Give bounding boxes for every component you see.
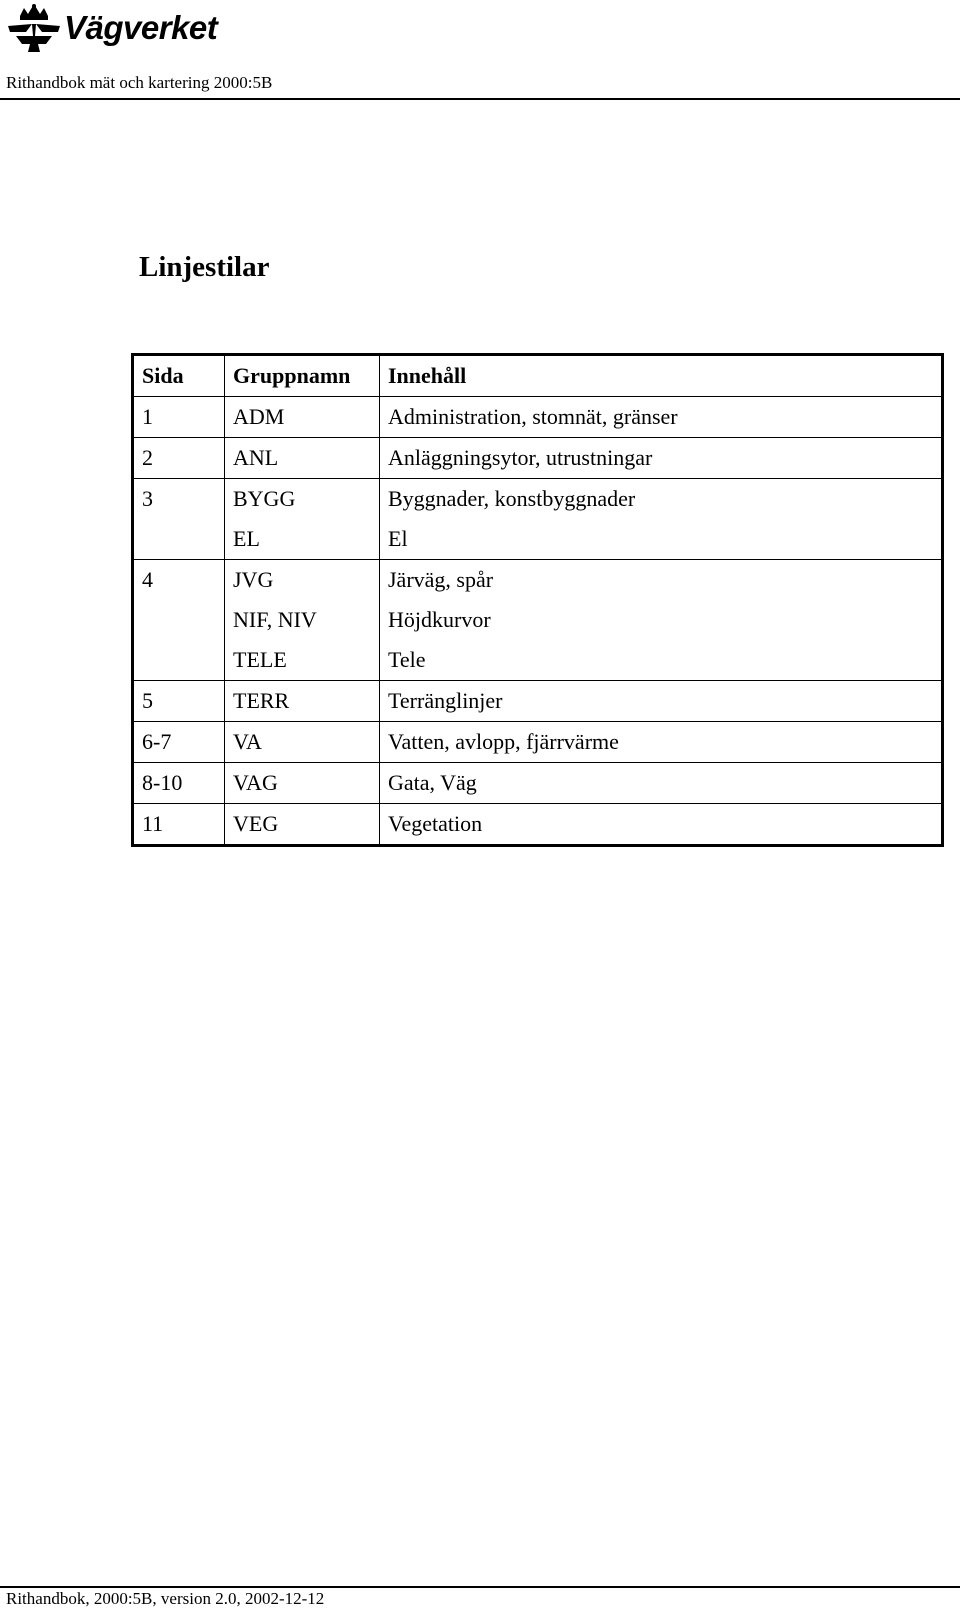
line-styles-table [131,353,944,847]
table-row [133,804,943,846]
cell-innehall: Vegetation [388,811,483,836]
cell-gruppnamn: TERR [225,681,380,722]
table-row [133,479,943,520]
cell-innehall: Höjdkurvor [388,607,491,632]
cell-gruppnamn: EL [225,519,380,560]
header-subtitle: Rithandbok mät och kartering 2000:5B [6,73,273,92]
table-row [133,397,943,438]
table-row [133,438,943,479]
cell-sida: 2 [133,438,225,479]
cell-gruppnamn: VAG [225,763,380,804]
cell-innehall: Gata, Väg [380,763,943,804]
footer-divider [0,1586,960,1588]
footer-text: Rithandbok, 2000:5B, version 2.0, 2002-12-12 [6,1589,325,1608]
line-styles-table-container [131,353,944,847]
table-row [133,560,943,601]
cell-gruppnamn: BYGG [225,479,380,520]
cell-sida: 11 [133,804,225,846]
vagverket-logo [6,2,236,56]
cell-innehall: Anläggningsytor, utrustningar [380,438,943,479]
column-header-sida: Sida [133,355,225,397]
table-header-row [133,355,943,397]
cell-gruppnamn: ADM [225,397,380,438]
cell-sida [133,519,225,560]
header-divider [0,98,960,100]
table-row [133,763,943,804]
cell-innehall: Järväg, spår [388,567,494,592]
logo-wordmark: Vägverket [64,9,218,46]
cell-innehall: Tele [380,640,943,681]
cell-innehall: Terränglinjer [380,681,943,722]
crown-road-emblem-icon [6,2,62,54]
table-row [133,722,943,763]
cell-sida: 8-10 [133,763,225,804]
cell-innehall: Byggnader, konstbyggnader [388,486,636,511]
cell-sida: 6-7 [133,722,225,763]
page-title: Linjestilar [139,251,270,283]
cell-gruppnamn: VEG [225,804,380,846]
cell-gruppnamn: ANL [225,438,380,479]
column-header-innehall: Innehåll [380,355,943,397]
cell-gruppnamn: NIF, NIV [225,600,380,640]
table-row [133,519,943,560]
cell-innehall: Vatten, avlopp, fjärrvärme [380,722,943,763]
cell-gruppnamn: VA [225,722,380,763]
cell-sida: 5 [133,681,225,722]
cell-innehall: Administration, stomnät, gränser [380,397,943,438]
cell-sida: 3 [133,479,225,520]
cell-gruppnamn: JVG [225,560,380,601]
cell-sida: 4 [133,560,225,601]
column-header-gruppnamn: Gruppnamn [225,355,380,397]
cell-sida: 1 [133,397,225,438]
cell-innehall: El [380,519,943,560]
cell-sida [133,600,225,640]
table-row [133,681,943,722]
cell-gruppnamn: TELE [225,640,380,681]
cell-sida [133,640,225,681]
table-row [133,640,943,681]
table-row [133,600,943,640]
